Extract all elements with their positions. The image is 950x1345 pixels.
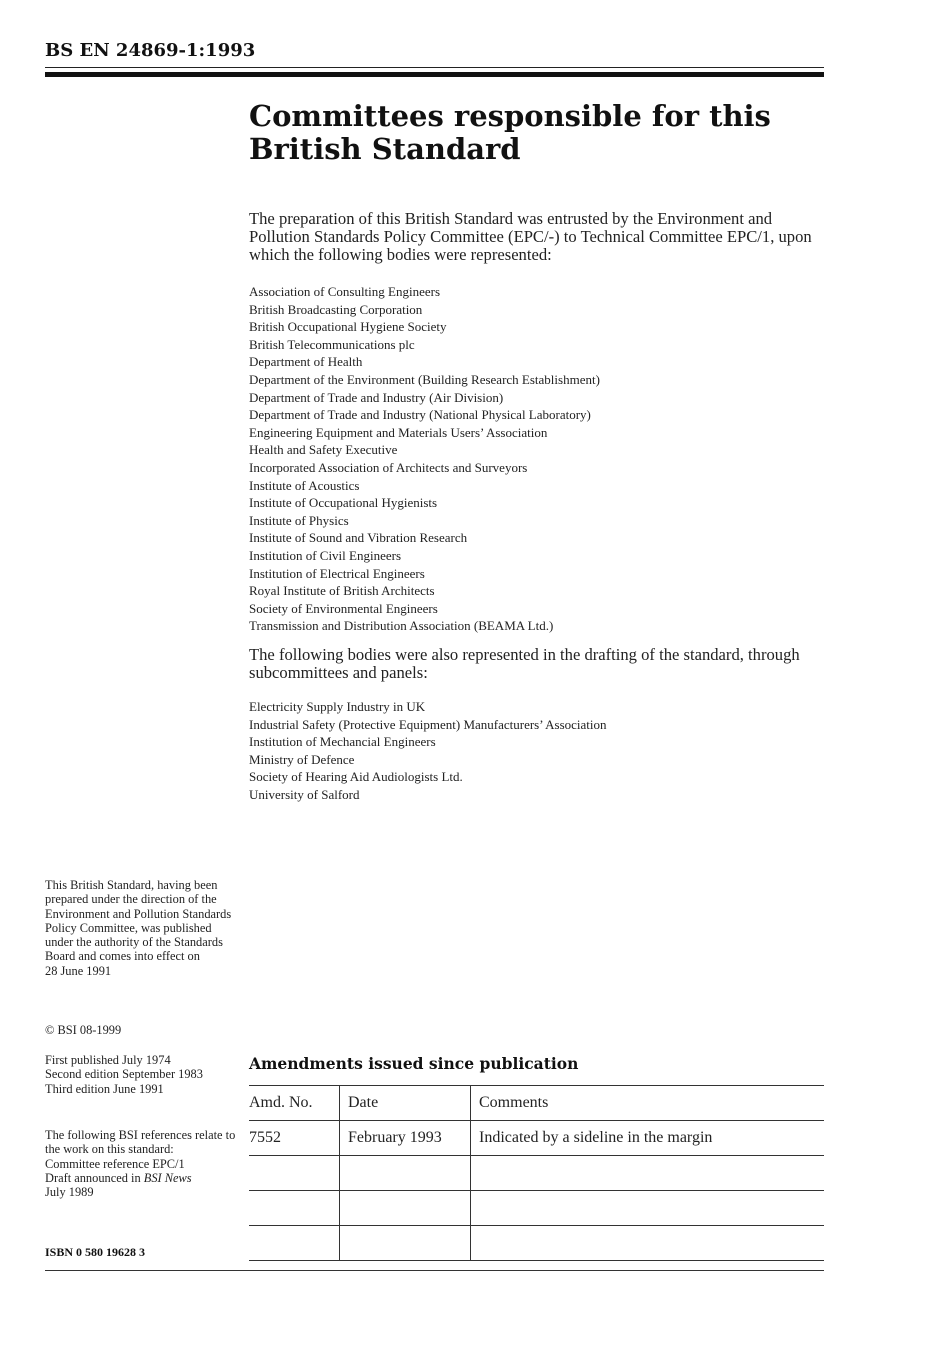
table-cell: February 1993 [340,1121,471,1156]
page-title [249,100,809,166]
table-cell: Indicated by a sideline in the margin [471,1121,825,1156]
subcommittee-paragraph: The following bodies were also represented in the drafting of the standard, through subcommittees and panels: [249,645,800,682]
table-row [249,1156,824,1191]
edition-line: Second edition September 1983 [45,1067,203,1082]
list-item: Institution of Electrical Engineers [249,565,425,581]
list-item: Institute of Sound and Vibration Research [249,530,468,546]
bsi-references [45,1128,240,1199]
page-title-line-1: Committees responsible for this [249,99,771,133]
list-item: Health and Safety Executive [249,442,398,458]
table-header-row [249,1086,824,1121]
header-rule-thin [45,67,824,68]
subcommittee-bodies-list [249,698,607,804]
references-intro: The following BSI references relate to the work on this standard: [45,1128,236,1157]
effective-date: 28 June 1991 [45,963,112,978]
table-cell [471,1226,825,1261]
list-item: University of Salford [249,786,360,802]
list-item: Institute of Occupational Hygienists [249,495,438,511]
table-cell [249,1156,340,1191]
draft-source: BSI News [143,1170,192,1185]
list-item: Department of Health [249,354,363,370]
list-item: British Broadcasting Corporation [249,301,423,317]
list-item: Society of Hearing Aid Audiologists Ltd. [249,769,463,785]
list-item: Engineering Equipment and Materials Users’ Association [249,424,548,440]
draft-date: July 1989 [45,1185,94,1200]
intro-paragraph: The preparation of this British Standard was entrusted by the Environment and Pollution Standards Policy Committee (EPC/-) to Technical Committee EPC/1, upon which the following bodies were represented: [249,209,812,264]
draft-announcement [45,1171,240,1185]
table-cell [249,1226,340,1261]
table-row [249,1121,824,1156]
table-cell [340,1156,471,1191]
list-item: Incorporated Association of Architects and Surveyors [249,459,528,475]
isbn: ISBN 0 580 19628 3 [45,1245,146,1259]
table-cell [340,1191,471,1226]
table-row [249,1226,824,1261]
list-item: Institution of Mechancial Engineers [249,734,436,750]
column-header: Date [340,1086,471,1121]
page-title-line-2: British Standard [249,132,521,166]
list-item: Society of Environmental Engineers [249,600,438,616]
list-item: Industrial Safety (Protective Equipment) Manufacturers’ Association [249,716,607,732]
list-item: British Occupational Hygiene Society [249,319,447,335]
table-cell: 7552 [249,1121,340,1156]
edition-history [45,1053,240,1096]
list-item: Royal Institute of British Architects [249,583,435,599]
table-cell [249,1191,340,1226]
list-item: Department of the Environment (Building Research Establishment) [249,371,600,387]
list-item: Department of Trade and Industry (Air Division) [249,389,504,405]
list-item: Transmission and Distribution Association (BEAMA Ltd.) [249,618,554,634]
list-item: Ministry of Defence [249,751,355,767]
table-row [249,1191,824,1226]
column-header: Comments [471,1086,825,1121]
document-id: BS EN 24869-1:1993 [45,40,256,61]
committee-reference: Committee reference EPC/1 [45,1156,185,1171]
footer-rule [45,1270,824,1271]
amendments-heading: Amendments issued since publication [249,1054,579,1073]
edition-line: Third edition June 1991 [45,1081,164,1096]
header-rule-thick [45,72,824,77]
table-cell [340,1226,471,1261]
list-item: Association of Consulting Engineers [249,284,441,299]
amendments-table [249,1085,824,1261]
table-cell [471,1191,825,1226]
table-cell [471,1156,825,1191]
list-item: Institute of Acoustics [249,477,360,493]
list-item: Institute of Physics [249,512,349,528]
list-item: Electricity Supply Industry in UK [249,699,426,714]
list-item: Institution of Civil Engineers [249,547,402,563]
list-item: Department of Trade and Industry (National Physical Laboratory) [249,407,591,423]
draft-prefix: Draft announced in [45,1170,144,1185]
edition-line: First published July 1974 [45,1053,171,1067]
column-header: Amd. No. [249,1086,340,1121]
authority-text: This British Standard, having been prepared under the direction of the Environment and Pollution Standards Policy Committee, was published under the authority of the Standards Board and comes into effect on [45,878,232,964]
represented-bodies-list [249,283,600,635]
list-item: British Telecommunications plc [249,336,415,352]
copyright-notice: © BSI 08-1999 [45,1023,122,1037]
publication-authority-note [45,878,240,978]
